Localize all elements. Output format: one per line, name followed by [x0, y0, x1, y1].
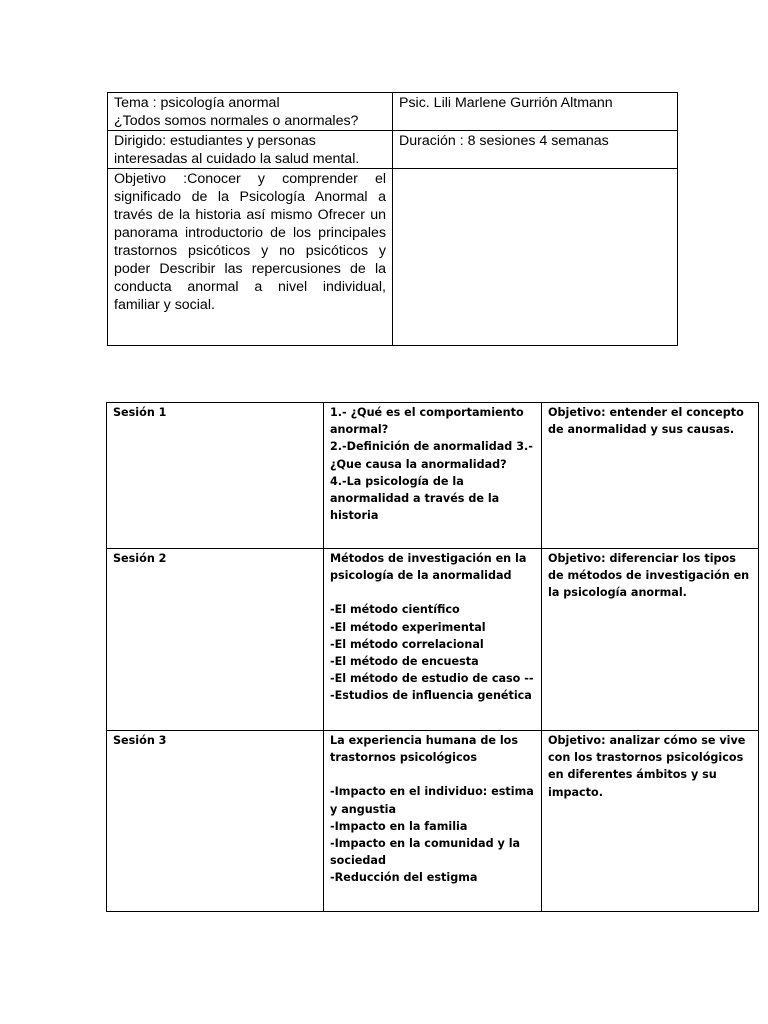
session-label-cell	[107, 549, 324, 731]
session-topic: 4.-La psicología de la anormalidad a través de la historia	[330, 474, 500, 523]
tema-cell	[108, 93, 393, 131]
session-objective: Objetivo: analizar cómo se vive con los trastornos psicológicos en diferentes ámbitos y su impacto.	[548, 734, 746, 799]
duracion-cell	[393, 131, 678, 169]
session-label: Sesión 3	[113, 734, 167, 747]
sessions-table	[106, 402, 759, 912]
dirigido-cell	[108, 131, 393, 169]
instructor-cell	[393, 93, 678, 131]
session-label: Sesión 2	[113, 552, 167, 565]
session-objective-cell	[542, 403, 759, 549]
session-content-cell	[324, 731, 542, 912]
session-objective: Objetivo: diferenciar los tipos de métodos de investigación en la psicología anormal.	[548, 552, 750, 600]
session-item: -El método científico	[330, 603, 460, 617]
course-info-table	[107, 92, 678, 346]
course-info-row-tema	[108, 93, 678, 131]
session-objective: Objetivo: entender el concepto de anormalidad y sus causas.	[548, 406, 744, 437]
session-label: Sesión 1	[113, 406, 167, 419]
session-label-cell	[107, 731, 324, 912]
session-item: -Impacto en la comunidad y la sociedad	[330, 837, 521, 868]
session-title: La experiencia humana de los trastornos psicológicos	[330, 734, 519, 765]
session-item: -Reducción del estigma	[330, 871, 478, 885]
empty-cell	[393, 169, 678, 346]
objetivo-cell	[108, 169, 393, 346]
tema-title: Tema : psicología anormal	[114, 95, 280, 111]
session-content-cell	[324, 403, 542, 549]
session-item: -El método experimental	[330, 620, 486, 634]
session-label-cell	[107, 403, 324, 549]
spacer	[330, 584, 534, 601]
spacer	[330, 766, 534, 783]
session-objective-cell	[542, 731, 759, 912]
session-row	[107, 403, 759, 549]
session-row	[107, 549, 759, 731]
tema-question: ¿Todos somos normales o anormales?	[114, 113, 359, 129]
session-item: -El método de encuesta	[330, 655, 479, 669]
audience-text: Dirigido: estudiantes y personas interesadas al cuidado la salud mental.	[114, 133, 360, 167]
session-row	[107, 731, 759, 912]
duration-text: Duración : 8 sesiones 4 semanas	[399, 133, 609, 149]
session-item: -Impacto en la familia	[330, 819, 468, 833]
session-topic: 1.- ¿Qué es el comportamiento anormal?	[330, 406, 524, 437]
course-info-row-dirigido	[108, 131, 678, 169]
session-objective-cell	[542, 549, 759, 731]
objective-text: Objetivo :Conocer y comprender el significado de la Psicología Anormal a través de la historia así mismo Ofrecer un panorama introductorio de los principales trastornos psicóticos y no psicóticos y poder Describir las repercusiones de la conducta anormal a nivel individual, familiar y social.	[114, 171, 386, 313]
course-info-row-objetivo	[108, 169, 678, 346]
session-title: Métodos de investigación en la psicología de la anormalidad	[330, 552, 527, 583]
session-content-cell	[324, 549, 542, 731]
session-item: -Impacto en el individuo: estima y angustia	[330, 785, 534, 816]
instructor-name: Psic. Lili Marlene Gurrión Altmann	[399, 95, 613, 111]
session-item: -El método correlacional	[330, 637, 484, 651]
session-item: -El método de estudio de caso ---Estudios de influencia genética	[330, 672, 534, 703]
session-topic: 2.-Definición de anormalidad 3.- ¿Que causa la anormalidad?	[330, 440, 533, 471]
